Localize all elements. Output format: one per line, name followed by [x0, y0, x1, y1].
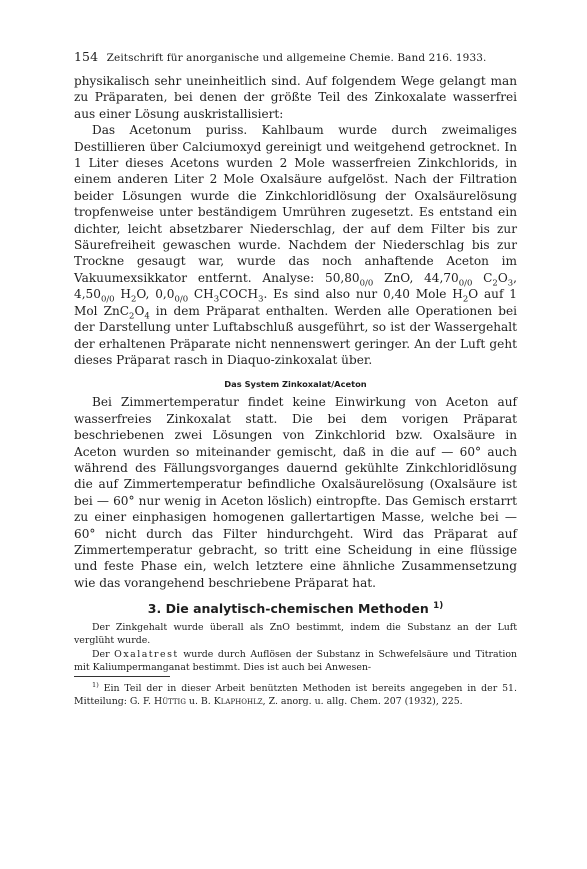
methods-text — [74, 621, 517, 674]
author-huettig: Hüttig — [154, 696, 186, 708]
footnote: $^{1)}$ Ein Teil der in dieser Arbeit benützten Methoden ist bereits angegeben in der 51. Mitteilung: G. F. Hüttig u. B. Klaphohlz, Z. anorg. u. allg. Chem. 207 (1932), 225. — [74, 680, 517, 708]
methods-paragraph-zinc: Der Zinkgehalt wurde überall als ZnO bestimmt, indem die Substanz an der Luft verglüht wurde. — [74, 622, 517, 647]
main-text — [74, 73, 517, 617]
acetonum-paragraph: Das Acetonum puriss. Kahlbaum wurde durch zweimaliges Destillieren über Calciumoxyd gereinigt und weitgehend getrocknet. In 1 Liter dieses Acetons wurden 2 Mole wasserfreien Zinkchlorids, in einem anderen Liter 2 Mole Oxalsäure aufgelöst. Nach der Filtration beider Lösungen wurde die Zinkchloridlösung der Oxalsäurelösung tropfenweise unter beständigem Umrühren zugesetzt. Es entstand ein dichter, leicht absetzbarer Niederschlag, der auf dem Filter bis zur Säurefreiheit gewaschen wurde. Nachdem der Niederschlag bis zur Trockne gesaugt war, wurde das noch anhaftende Aceton im Vakuumexsikkator entfernt. Analyse: $50,80_{0/0}$ ZnO, $44,70_{0/0}$ $C_2O_3$, $4,50_{0/0}$ $H_2O$, $0,0_{0/0}$ $CH_3COCH_3$. Es sind also nur 0,40 Mole $H_2O$ auf 1 Mol $ZnC_2O_4$ in dem Präparat enthalten. Werden alle Operationen bei der Darstellung unter Luftabschluß ausgeführt, so ist der Wassergehalt der erhaltenen Präparate nicht nennenswert geringer. An der Luft geht dieses Präparat rasch in Diaquo-zinkoxalat über. — [74, 123, 517, 367]
methods-paragraph-oxalate: Der Oxalatrest wurde durch Auflösen der Substanz in Schwefelsäure und Titration mit Kaliumpermanganat bestimmt. Dies ist auch bei Anwesen- — [74, 648, 517, 673]
running-header — [74, 50, 517, 65]
section-heading-methods: 3. Die analytisch-chemischen Methoden $^{1)}$ — [147, 601, 444, 617]
footnote-reference[interactable]: 1) — [433, 601, 444, 612]
author-klaphohlz: Klaphohlz — [213, 696, 263, 708]
section-heading-system: Das System Zinkoxalat/Aceton — [224, 379, 367, 390]
footnote-mark: 1) — [92, 680, 99, 689]
system-paragraph: Bei Zimmertemperatur findet keine Einwirkung von Aceton auf wasserfreies Zinkoxalat statt. Die bei dem vorigen Präparat beschriebenen zwei Lösungen von Zinkchlorid bzw. Oxalsäure in Aceton wurden so miteinander gemischt, daß in die auf — 60° auch während des Fällungsvorganges dauernd gekühlte Zinkchloridlösung die auf Zimmertemperatur befindliche Oxalsäurelösung (Oxalsäure ist bei — 60° nur wenig in Aceton löslich) eintropfte. Das Gemisch erstarrt zu einer einphasigen homogenen gallertartigen Masse, welche bei — 60° nicht durch das Filter hindurchgeht. Wird das Präparat auf Zimmertemperatur gebracht, so tritt eine Scheidung in eine flüssige und feste Phase ein, welch letztere eine ähnliche Zusammensetzung wie das vorangehend beschriebene Präparat hat. — [74, 395, 517, 590]
footnote-divider — [74, 676, 170, 677]
page-number: 154 — [74, 49, 99, 64]
intro-paragraph: physikalisch sehr uneinheitlich sind. Auf folgendem Wege gelangt man zu Präparaten, bei denen der größte Teil des Zinkoxalate wasserfrei aus einer Lösung auskristallisiert: — [74, 74, 517, 121]
running-title: Zeitschrift für anorganische und allgemeine Chemie. Band 216. 1933. — [106, 52, 487, 64]
